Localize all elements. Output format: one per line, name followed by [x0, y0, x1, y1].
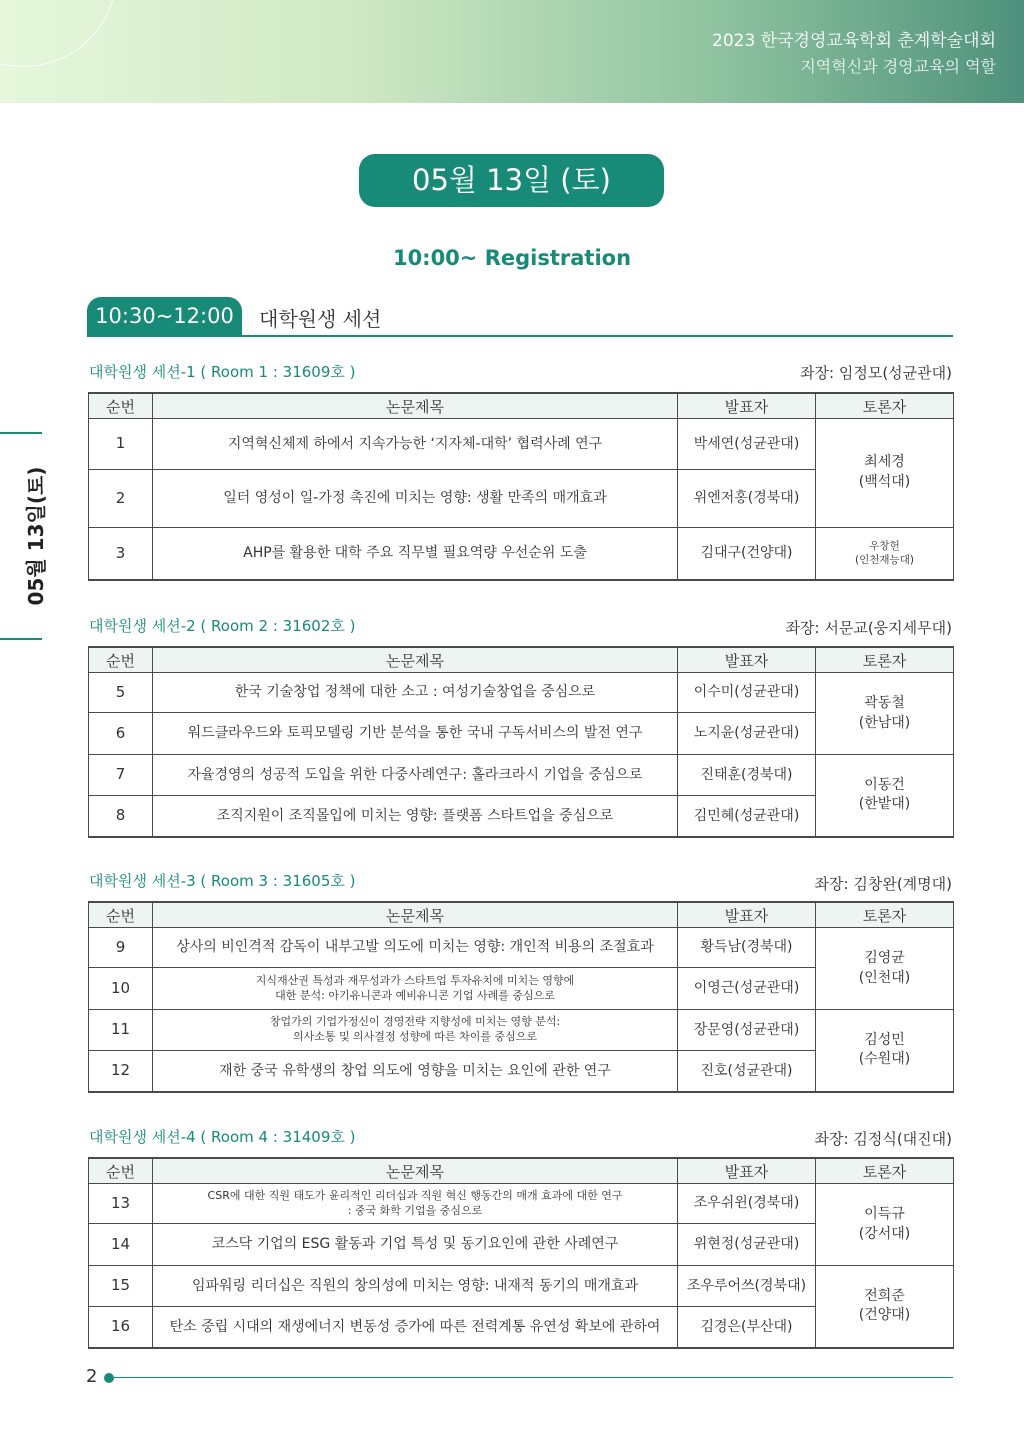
paper-number: 5 — [89, 673, 153, 713]
col-title: 논문제목 — [153, 902, 678, 928]
paper-number: 1 — [89, 419, 153, 470]
paper-title: 재한 중국 유학생의 창업 의도에 영향을 미치는 요인에 관한 연구 — [153, 1051, 678, 1092]
presenter: 위현정(성균관대) — [678, 1224, 816, 1266]
paper-title — [153, 1184, 678, 1224]
discussant-name: 전희준 — [864, 1287, 905, 1304]
col-presenter: 발표자 — [678, 902, 816, 928]
session-3-title: 대학원생 세션-3 ( Room 3 : 31605호 ) — [89, 872, 356, 890]
presenter: 김민혜(성균관대) — [678, 796, 816, 837]
table-row — [89, 528, 954, 580]
paper-title-line-1: 창업가의 기업가정신이 경영전략 지향성에 미치는 영향 분석: — [269, 1015, 561, 1029]
discussant-cell — [816, 1010, 954, 1092]
discussant-affiliation: (한남대) — [858, 714, 911, 731]
session-1-title: 대학원생 세션-1 ( Room 1 : 31609호 ) — [89, 363, 356, 381]
col-no: 순번 — [89, 1158, 153, 1184]
discussant-cell — [816, 673, 954, 755]
paper-title — [153, 968, 678, 1010]
paper-number: 12 — [89, 1051, 153, 1092]
presenter: 이수미(성균관대) — [678, 673, 816, 713]
table-row — [89, 928, 954, 968]
discussant-name: 최세경 — [864, 454, 905, 471]
presenter: 노지윤(성균관대) — [678, 713, 816, 755]
discussant-affiliation: (강서대) — [858, 1225, 911, 1242]
conference-title: 2023 한국경영교육학회 춘계학술대회 — [712, 31, 996, 51]
paper-title: 지역혁신체제 하에서 지속가능한 ‘지자체-대학’ 협력사례 연구 — [153, 419, 678, 470]
table-header-row — [89, 647, 954, 673]
col-no: 순번 — [89, 902, 153, 928]
presenter: 진태훈(경북대) — [678, 755, 816, 796]
table-row — [89, 755, 954, 796]
discussant-cell — [816, 528, 954, 580]
discussant-affiliation: (백석대) — [858, 474, 911, 490]
paper-number: 10 — [89, 968, 153, 1010]
side-tab-bottom-bar — [0, 638, 42, 640]
discussant-cell — [816, 755, 954, 837]
paper-number: 7 — [89, 755, 153, 796]
session-2-table — [88, 646, 954, 838]
paper-title: 자율경영의 성공적 도입을 위한 다중사례연구: 홀라크라시 기업을 중심으로 — [153, 755, 678, 796]
discussant-affiliation: (수원대) — [858, 1051, 911, 1068]
session-3-table — [88, 901, 954, 1093]
session-1-table — [88, 392, 954, 581]
table-header-row — [89, 1158, 954, 1184]
paper-number: 13 — [89, 1184, 153, 1224]
date-badge: 05월 13일 (토) — [359, 154, 664, 207]
col-title: 논문제목 — [153, 1158, 678, 1184]
col-no: 순번 — [89, 393, 153, 419]
col-presenter: 발표자 — [678, 647, 816, 673]
presenter: 진호(성균관대) — [678, 1051, 816, 1092]
col-discussant: 토론자 — [816, 647, 954, 673]
side-tab-label: 05월 13일(토) — [24, 466, 48, 606]
col-discussant: 토론자 — [816, 1158, 954, 1184]
paper-title-line-2: : 중국 화학 기업을 중심으로 — [347, 1203, 483, 1217]
footer-line — [112, 1377, 953, 1378]
presenter: 조우쉬윈(경북대) — [678, 1184, 816, 1224]
paper-number: 3 — [89, 528, 153, 580]
registration-time: 10:00~ Registration — [392, 246, 632, 270]
col-presenter: 발표자 — [678, 393, 816, 419]
paper-title-line-1: CSR에 대한 직원 태도가 윤리적인 리더십과 직원 혁신 행동간의 매개 효과에 대한 연구 — [207, 1188, 623, 1202]
table-row — [89, 1010, 954, 1051]
conference-theme: 지역혁신과 경영교육의 역할 — [800, 57, 996, 76]
paper-number: 16 — [89, 1307, 153, 1348]
paper-number: 8 — [89, 796, 153, 837]
presenter: 위엔저홍(경북대) — [678, 470, 816, 528]
paper-title: 임파워링 리더십은 직원의 창의성에 미치는 영향: 내재적 동기의 매개효과 — [153, 1266, 678, 1307]
discussant-name: 이득규 — [864, 1205, 905, 1222]
paper-number: 14 — [89, 1224, 153, 1266]
section-label: 대학원생 세션 — [259, 307, 382, 331]
session-4-table — [88, 1157, 954, 1349]
discussant-cell — [816, 1266, 954, 1348]
discussant-cell — [816, 928, 954, 1010]
session-1-chair: 좌장: 임정모(성균관대) — [800, 364, 952, 382]
col-presenter: 발표자 — [678, 1158, 816, 1184]
paper-title: AHP를 활용한 대학 주요 직무별 필요역량 우선순위 도출 — [153, 528, 678, 580]
session-2-chair: 좌장: 서문교(웅지세무대) — [785, 619, 952, 637]
side-date-tab — [0, 432, 48, 640]
paper-title-line-2: 대한 분석: 아기유니콘과 예비유니콘 기업 사례를 중심으로 — [275, 988, 555, 1002]
presenter: 황득남(경북대) — [678, 928, 816, 968]
presenter: 김경은(부산대) — [678, 1307, 816, 1348]
presenter: 김대구(건양대) — [678, 528, 816, 580]
discussant-affiliation: (한밭대) — [858, 796, 911, 813]
section-divider — [87, 335, 953, 337]
table-row — [89, 673, 954, 713]
decorative-arc — [0, 0, 117, 67]
table-header-row — [89, 902, 954, 928]
col-title: 논문제목 — [153, 647, 678, 673]
paper-title-line-1: 지식재산권 특성과 재무성과가 스타트업 투자유치에 미치는 영향에 — [255, 973, 575, 987]
discussant-cell — [816, 419, 954, 528]
table-header-row — [89, 393, 954, 419]
paper-title: 조직지원이 조직몰입에 미치는 영향: 플랫폼 스타트업을 중심으로 — [153, 796, 678, 837]
discussant-affiliation: (인천재능대) — [855, 554, 914, 567]
discussant-name: 김영균 — [864, 949, 905, 966]
paper-title: 워드클라우드와 토픽모델링 기반 분석을 통한 국내 구독서비스의 발전 연구 — [153, 713, 678, 755]
session-4-chair: 좌장: 김정식(대진대) — [814, 1130, 952, 1148]
page-header — [0, 0, 1024, 103]
col-discussant: 토론자 — [816, 902, 954, 928]
paper-title: 한국 기술창업 정책에 대한 소고 : 여성기술창업을 중심으로 — [153, 673, 678, 713]
presenter: 이영근(성균관대) — [678, 968, 816, 1010]
col-discussant: 토론자 — [816, 393, 954, 419]
paper-title: 상사의 비인격적 감독이 내부고발 의도에 미치는 영향: 개인적 비용의 조절효과 — [153, 928, 678, 968]
paper-number: 6 — [89, 713, 153, 755]
footer-dot — [104, 1373, 114, 1383]
paper-number: 2 — [89, 470, 153, 528]
discussant-name: 우창헌 — [869, 539, 900, 552]
paper-number: 11 — [89, 1010, 153, 1051]
discussant-affiliation: (인천대) — [858, 969, 911, 986]
discussant-name: 김성민 — [864, 1031, 905, 1048]
table-row — [89, 1266, 954, 1307]
presenter: 박세연(성균관대) — [678, 419, 816, 470]
paper-title: 코스닥 기업의 ESG 활동과 기업 특성 및 동기요인에 관한 사례연구 — [153, 1224, 678, 1266]
table-row — [89, 419, 954, 470]
page-number: 2 — [86, 1366, 98, 1387]
paper-title: 일터 영성이 일-가정 촉진에 미치는 영향: 생활 만족의 매개효과 — [153, 470, 678, 528]
paper-number: 15 — [89, 1266, 153, 1307]
table-row — [89, 1184, 954, 1224]
section-time-badge: 10:30~12:00 — [87, 297, 242, 336]
session-2-title: 대학원생 세션-2 ( Room 2 : 31602호 ) — [89, 617, 356, 635]
discussant-affiliation: (건양대) — [858, 1307, 911, 1324]
col-title: 논문제목 — [153, 393, 678, 419]
presenter: 조우루어쓰(경북대) — [678, 1266, 816, 1307]
paper-title — [153, 1010, 678, 1051]
session-4-title: 대학원생 세션-4 ( Room 4 : 31409호 ) — [89, 1128, 356, 1146]
presenter: 장문영(성균관대) — [678, 1010, 816, 1051]
paper-title-line-2: 의사소통 및 의사결정 성향에 따른 차이를 중심으로 — [292, 1030, 538, 1043]
discussant-name: 이동건 — [864, 776, 905, 793]
paper-title: 탄소 중립 시대의 재생에너지 변동성 증가에 따른 전력계통 유연성 확보에 관하여 — [153, 1307, 678, 1348]
discussant-name: 곽동철 — [864, 694, 905, 711]
session-3-chair: 좌장: 김창완(계명대) — [814, 875, 952, 893]
col-no: 순번 — [89, 647, 153, 673]
paper-number: 9 — [89, 928, 153, 968]
discussant-cell — [816, 1184, 954, 1266]
